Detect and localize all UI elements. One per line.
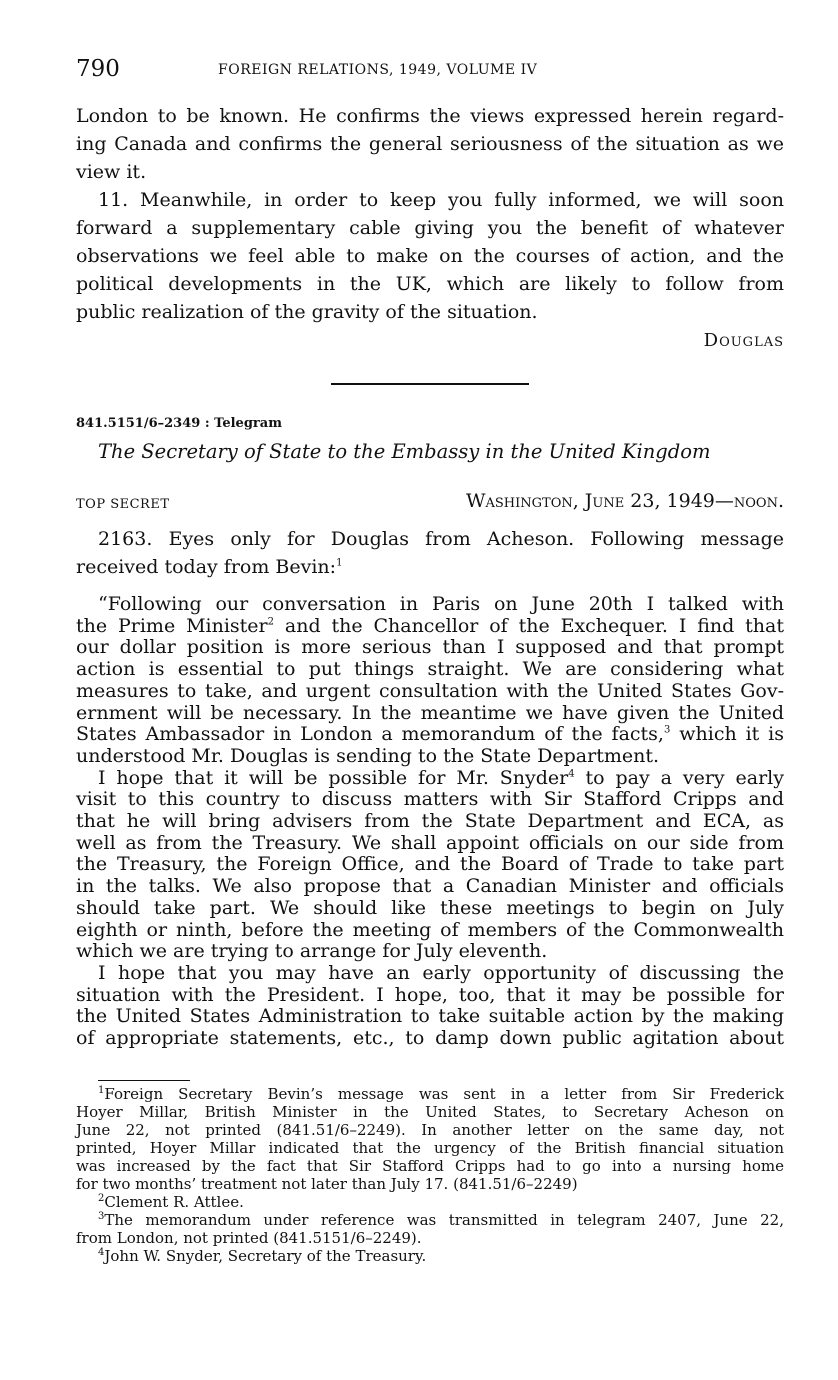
- text-line: [76, 746, 784, 768]
- running-title: FOREIGN RELATIONS, 1949, VOLUME IV: [218, 62, 538, 78]
- text-line: [76, 616, 784, 638]
- text-line-content: I hope that it will be possible for Mr. Snyder: [98, 766, 569, 789]
- text-line-content: of appropriate statements, etc., to damp down public agitation about: [76, 1027, 784, 1050]
- text-line-continuation: to pay a very early: [574, 766, 784, 789]
- text-line: [76, 637, 784, 659]
- text-line: 2163. Eyes only for Douglas from Acheson. Following message: [98, 528, 784, 550]
- dateline-text: Washington, June 23, 1949—noon.: [465, 490, 784, 512]
- text-line-content: visit to this country to discuss matters with Sir Stafford Cripps and: [76, 788, 784, 811]
- text-line: [76, 985, 784, 1007]
- text-line: [76, 789, 784, 811]
- text-line: [76, 1175, 784, 1193]
- text-line: [76, 920, 784, 942]
- footnote-text: The memorandum under reference was transmitted in telegram 2407, June 22,: [104, 1211, 784, 1229]
- text-line: [76, 941, 784, 963]
- text-line: forward a supplementary cable giving you the benefit of whatever: [76, 217, 784, 239]
- signature-douglas: [704, 330, 784, 351]
- text-line: London to be known. He confirms the views expressed herein regard-: [76, 105, 784, 127]
- text-line-content: printed, Hoyer Millar indicated that the urgency of the British financial situation: [76, 1139, 784, 1157]
- text-line-content: well as from the Treasury. We shall appoint officials on our side from: [76, 831, 784, 854]
- signature-name: Douglas: [703, 330, 784, 351]
- footnote-ref-3[interactable]: 3: [663, 724, 671, 736]
- text-line-content: June 22, not printed (841.51/6–2249). In another letter on the same day, not: [76, 1121, 784, 1139]
- footnote-ref-2[interactable]: 2: [267, 616, 274, 628]
- text-line: [76, 1211, 784, 1229]
- classification-label: TOP SECRET: [76, 497, 170, 512]
- text-line: [76, 876, 784, 898]
- text-line: view it.: [76, 161, 147, 183]
- text-line: [76, 1229, 784, 1247]
- text-line-content: ernment will be necessary. In the meantime we have given the United: [76, 701, 784, 724]
- section-divider: [331, 383, 529, 385]
- text-line-content: eighth or ninth, before the meeting of members of the Commonwealth: [76, 918, 784, 941]
- continued-paragraph: [76, 102, 784, 186]
- text-line-content: measures to take, and urgent consultation with the United States Gov-: [76, 679, 784, 702]
- text-line: [76, 1139, 784, 1157]
- text-line-content: received today from Bevin:: [76, 556, 337, 578]
- footnote-number: 4: [98, 1247, 105, 1258]
- text-line-content: the Treasury, the Foreign Office, and the Board of Trade to take part: [76, 853, 784, 876]
- dateline: [466, 490, 784, 512]
- text-line-content: understood Mr. Douglas is sending to the State Department.: [76, 744, 660, 767]
- paragraph-11: [76, 186, 784, 326]
- text-line-continuation: and the Chancellor of the Exchequer. I find that: [274, 614, 784, 637]
- text-line-continuation: which it is: [670, 723, 784, 746]
- footnote-ref-4[interactable]: 4: [568, 768, 575, 780]
- text-line: [76, 659, 784, 681]
- footnotes: [76, 1085, 784, 1265]
- text-line: [76, 811, 784, 833]
- text-line-content: should take part. We should like these meetings to begin on July: [76, 896, 784, 919]
- text-line: [76, 854, 784, 876]
- text-line: 11. Meanwhile, in order to keep you fully informed, we will soon: [98, 189, 784, 211]
- text-line: [76, 898, 784, 920]
- footnote-number: 1: [98, 1085, 105, 1096]
- text-line: political developments in the UK, which are likely to follow from: [76, 273, 784, 295]
- document-page: [76, 0, 784, 1380]
- text-line-content: I hope that you may have an early opportunity of discussing the: [98, 961, 784, 984]
- footnote-ref-1[interactable]: 1: [336, 557, 343, 569]
- document-title: The Secretary of State to the Embassy in the United Kingdom: [98, 440, 711, 463]
- page-header: [76, 56, 784, 86]
- text-line: [76, 1085, 784, 1103]
- text-line: [76, 768, 784, 790]
- text-line: ing Canada and confirms the general seriousness of the situation as we: [76, 133, 784, 155]
- paragraph-2163: [76, 525, 784, 581]
- text-line: [76, 594, 784, 616]
- text-line: [76, 1028, 784, 1050]
- text-line: [76, 681, 784, 703]
- text-line-content: which we are trying to arrange for July eleventh.: [76, 940, 548, 963]
- text-line-content: situation with the President. I hope, too, that it may be possible for: [76, 983, 784, 1006]
- text-line-content: the Prime Minister: [76, 614, 268, 637]
- footnote-divider: [98, 1080, 190, 1081]
- text-line: observations we feel able to make on the courses of action, and the: [76, 245, 784, 267]
- footnote-number: 3: [98, 1211, 105, 1222]
- text-line-content: our dollar position is more serious than I supposed and that prompt: [76, 636, 784, 659]
- footnote-number: 2: [98, 1193, 105, 1204]
- footnote-text: John W. Snyder, Secretary of the Treasury.: [104, 1247, 427, 1265]
- text-line: [76, 1121, 784, 1139]
- text-line: [76, 833, 784, 855]
- file-reference: 841.5151/6–2349 : Telegram: [76, 416, 282, 431]
- footnote-text: Clement R. Attlee.: [104, 1193, 244, 1211]
- text-line: [76, 724, 784, 746]
- text-line-content: Hoyer Millar, British Minister in the United States, to Secretary Acheson on: [76, 1103, 784, 1121]
- text-line: [76, 1247, 784, 1265]
- text-line: [76, 1006, 784, 1028]
- text-line: public realization of the gravity of the situation.: [76, 301, 538, 323]
- text-line-content: for two months’ treatment not later than July 17. (841.51/6–2249): [76, 1175, 578, 1193]
- text-line-content: was increased by the fact that Sir Stafford Cripps had to go into a nursing home: [76, 1157, 784, 1175]
- text-line-content: “Following our conversation in Paris on June 20th I talked with: [98, 593, 784, 615]
- text-line: [76, 1193, 784, 1211]
- text-line-content: States Ambassador in London a memorandum of the facts,: [76, 723, 664, 746]
- footnote-text: Foreign Secretary Bevin’s message was sent in a letter from Sir Frederick: [104, 1085, 784, 1103]
- text-line-content: that he will bring advisers from the State Department and ECA, as: [76, 810, 784, 833]
- text-line-content: action is essential to put things straight. We are considering what: [76, 658, 784, 681]
- text-line-content: in the talks. We also propose that a Canadian Minister and officials: [76, 875, 784, 898]
- text-line: [76, 1103, 784, 1121]
- text-line: [76, 703, 784, 725]
- text-line-content: from London, not printed (841.5151/6–2249).: [76, 1229, 422, 1247]
- quoted-message: [76, 594, 784, 1050]
- page-number: 790: [76, 56, 120, 82]
- text-line: [76, 553, 784, 581]
- text-line-content: the United States Administration to take suitable action by the making: [76, 1005, 784, 1028]
- text-line: [76, 963, 784, 985]
- text-line: [76, 1157, 784, 1175]
